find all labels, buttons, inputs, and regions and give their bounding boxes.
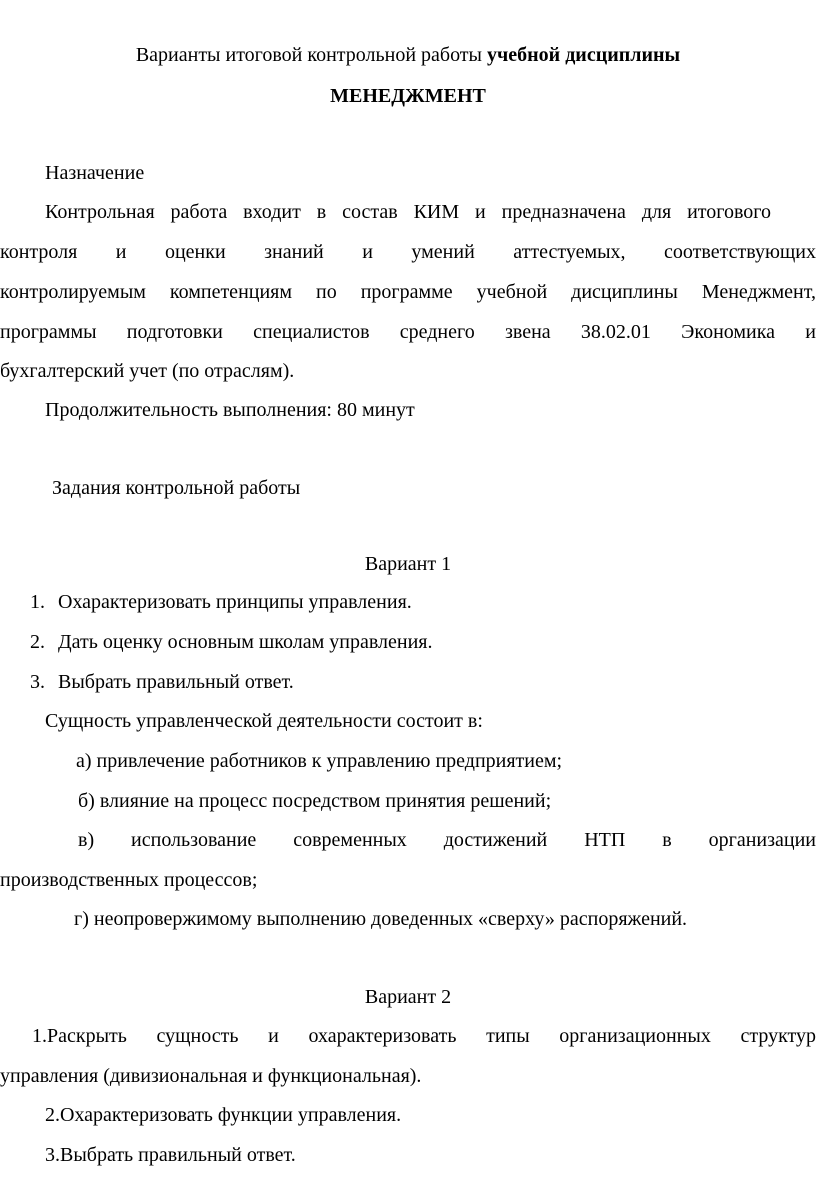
purpose-heading: Назначение — [45, 162, 145, 184]
answer-option-a: а) привлечение работников к управлению предприятием; — [76, 750, 563, 772]
discipline-name: МЕНЕДЖМЕНТ — [330, 85, 486, 107]
purpose-line-5: бухгалтерский учет (по отраслям). — [0, 360, 295, 382]
title-regular: Варианты итоговой контрольной работы — [135, 44, 487, 66]
list-item-number: 3. — [30, 671, 45, 693]
list-item-text: Охарактеризовать принципы управления. — [58, 591, 412, 613]
variant-2-item-2: 2.Охарактеризовать функции управления. — [45, 1104, 402, 1126]
purpose-line-1: Контрольная работа входит в состав КИМ и предназначена для итогового — [45, 201, 771, 223]
list-item — [30, 630, 432, 654]
list-item — [30, 670, 294, 694]
variant-2-item-1-line-2: управления (дивизиональная и функциональная). — [0, 1065, 422, 1087]
list-item-number: 2. — [30, 631, 45, 653]
list-item-text: Выбрать правильный ответ. — [58, 671, 294, 693]
variant-2-item-3: 3.Выбрать правильный ответ. — [45, 1144, 296, 1166]
variant-2-title: Вариант 2 — [364, 986, 452, 1008]
variant-1-title: Вариант 1 — [364, 553, 452, 575]
answer-option-d: г) неопровержимому выполнению доведенных «сверху» распоряжений. — [74, 908, 688, 930]
tasks-heading: Задания контрольной работы — [52, 477, 301, 499]
purpose-line-3: контролируемым компетенциям по программе учебной дисциплины Менеджмент, — [0, 281, 816, 303]
list-item-number: 1. — [30, 591, 45, 613]
title-bold: учебной дисциплины — [486, 44, 681, 66]
purpose-line-4: программы подготовки специалистов среднего звена 38.02.01 Экономика и — [0, 321, 816, 343]
variant-2-item-1-line-1: 1.Раскрыть сущность и охарактеризовать типы организационных структур — [32, 1025, 816, 1047]
answer-option-c-line-2: производственных процессов; — [0, 869, 258, 891]
answer-option-b: б) влияние на процесс посредством принятия решений; — [78, 790, 552, 812]
question-text: Сущность управленческой деятельности состоит в: — [45, 710, 483, 732]
list-item-text: Дать оценку основным школам управления. — [58, 631, 433, 653]
document-title — [0, 43, 816, 67]
duration-text: Продолжительность выполнения: 80 минут — [45, 399, 415, 421]
purpose-line-2: контроля и оценки знаний и умений аттестуемых, соответствующих — [0, 241, 816, 263]
answer-option-c-line-1: в) использование современных достижений НТП в организации — [78, 829, 816, 851]
list-item — [30, 590, 412, 614]
